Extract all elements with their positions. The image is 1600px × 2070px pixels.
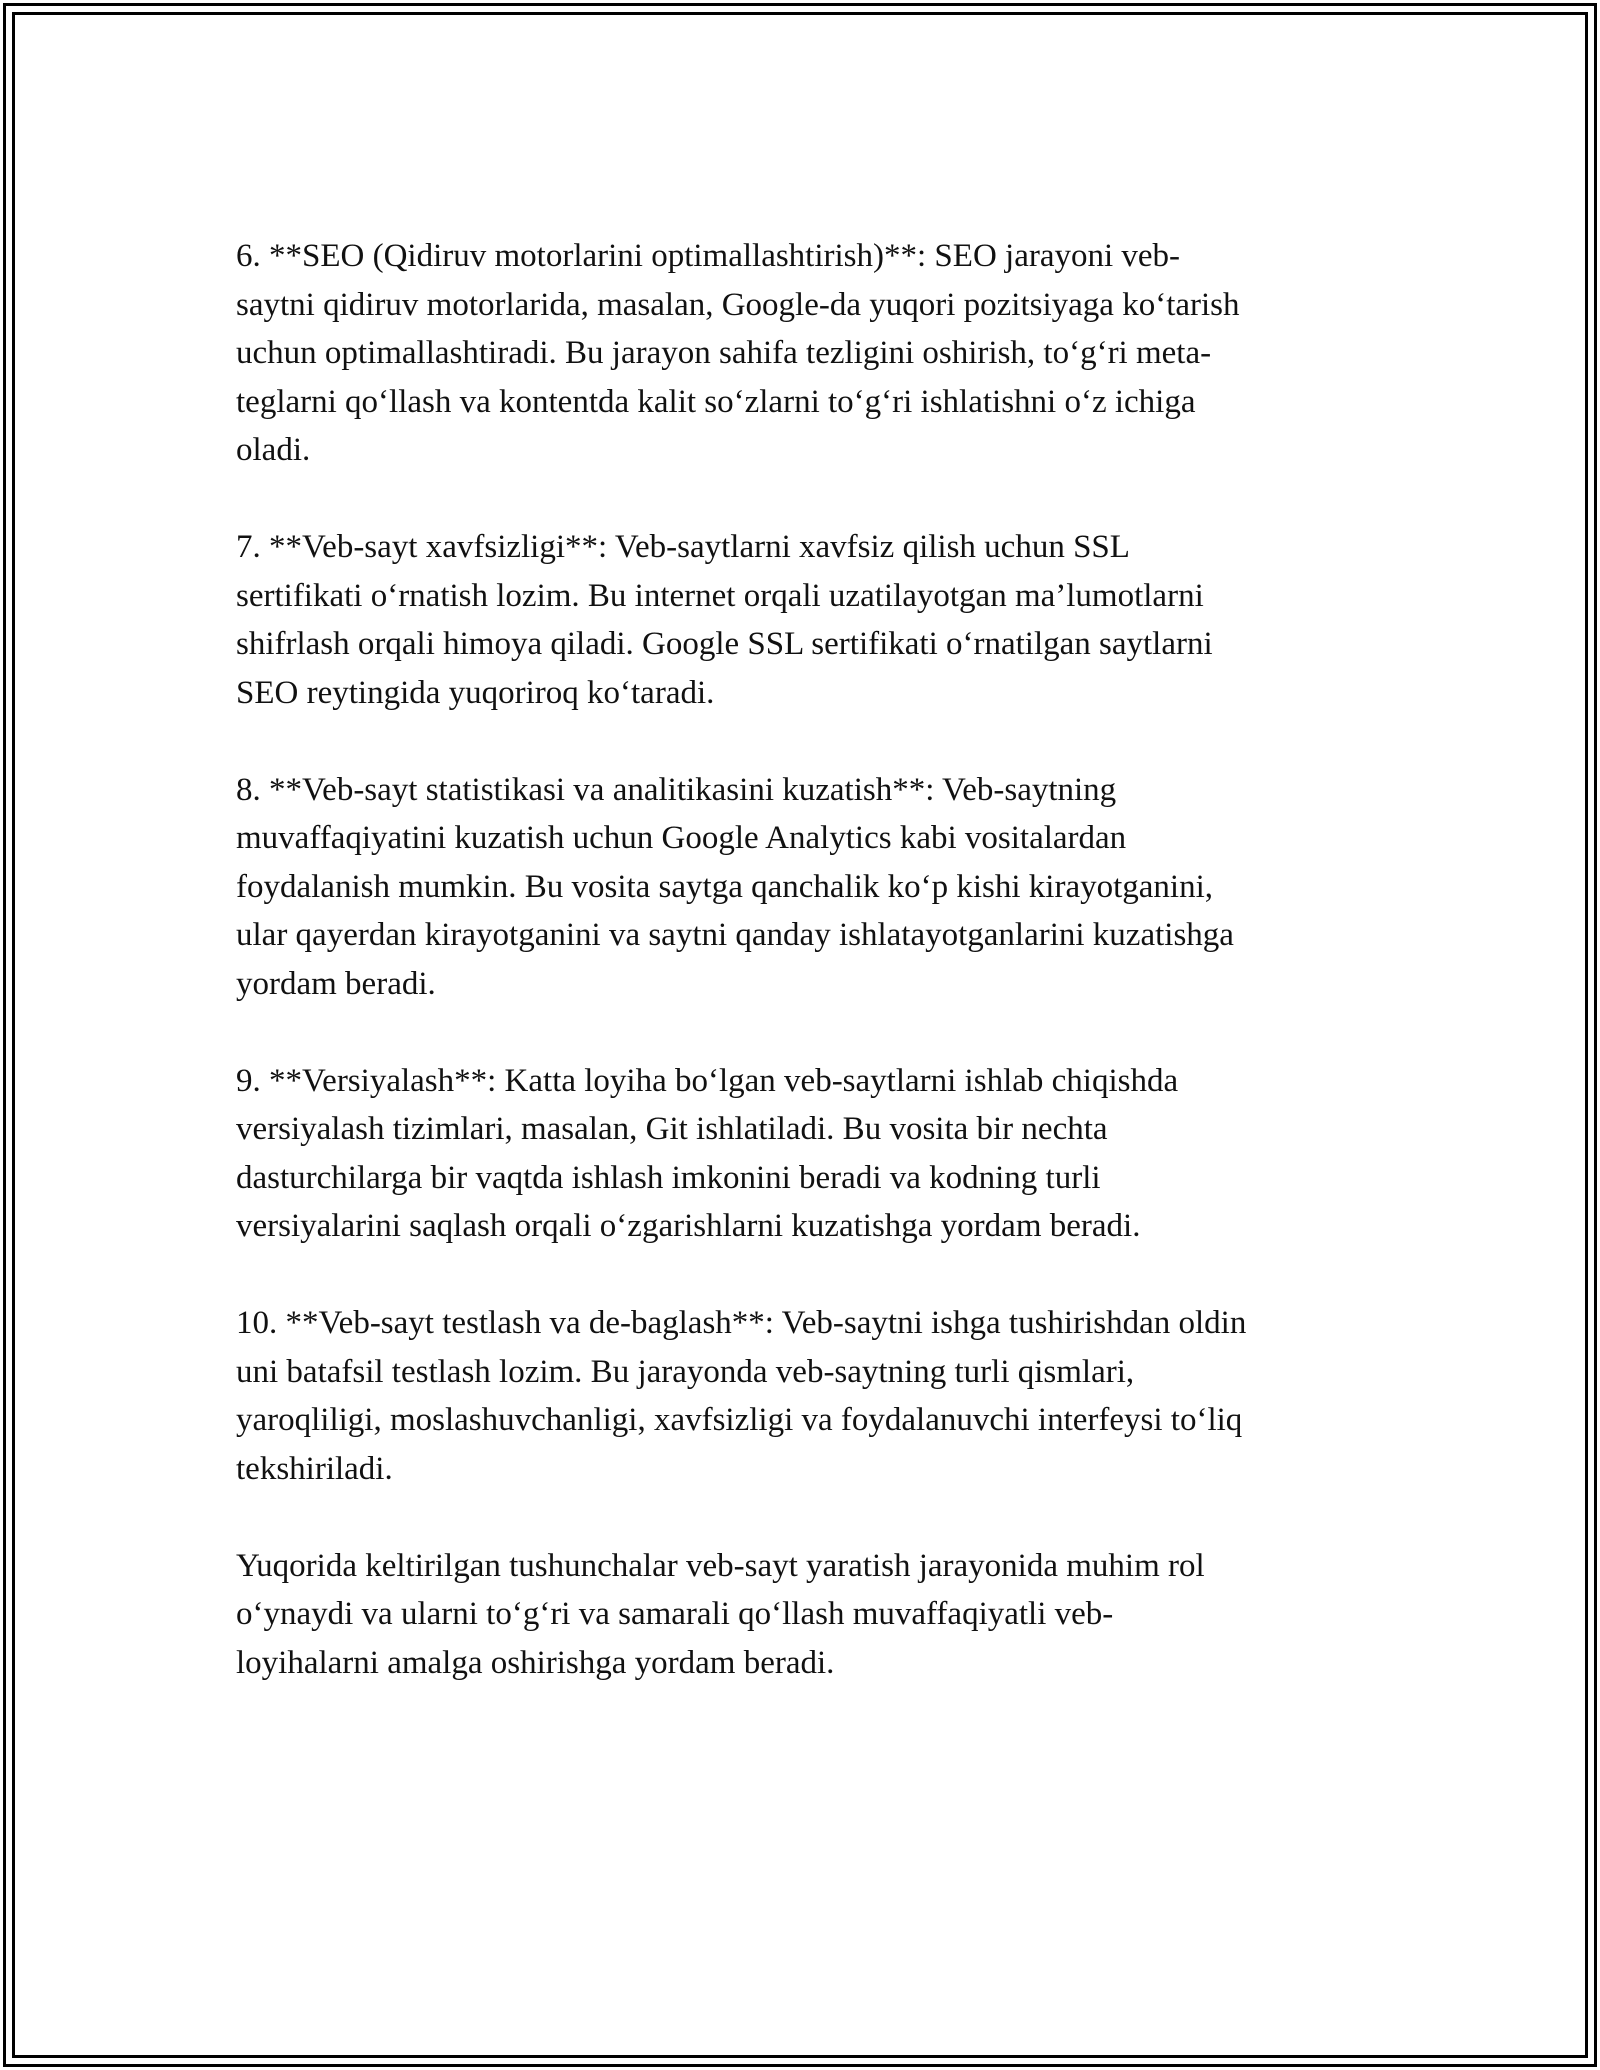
paragraph-analytics: 8. **Veb-sayt statistikasi va analitikasini kuzatish**: Veb-saytning muvaffaqiyatini kuzatish uchun Google Analytics kabi vositalardan foydalanish mumkin. Bu vosita saytga qanchalik ko‘p kishi kirayotganini, ular qayerdan kirayotganini va saytni qanday ishlatayotganlarini kuzatishga yordam beradi. bbox=[236, 771, 1234, 1002]
paragraph-seo: 6. **SEO (Qidiruv motorlarini optimallashtirish)**: SEO jarayoni veb- saytni qidiruv motorlarida, masalan, Google-da yuqori pozitsiyaga ko‘tarish uchun optimallashtiradi. Bu jarayon sahifa tezligini oshirish, to‘g‘ri meta- teglarni qo‘llash va kontentda kalit so‘zlarni to‘g‘ri ishlatishni o‘z ichiga oladi. bbox=[236, 238, 1240, 468]
document-body bbox=[236, 232, 1376, 1736]
paragraph-versioning: 9. **Versiyalash**: Katta loyiha bo‘lgan veb-saytlarni ishlab chiqishda versiyalash tizimlari, masalan, Git ishlatiladi. Bu vosita bir nechta dasturchilarga bir vaqtda ishlash imkonini beradi va kodning turli versiyalarini saqlash orqali o‘zgarishlarni kuzatishga yordam beradi. bbox=[236, 1062, 1179, 1244]
paragraph-conclusion: Yuqorida keltirilgan tushunchalar veb-sayt yaratish jarayonida muhim rol o‘ynaydi va ularni to‘g‘ri va samarali qo‘llash muvaffaqiyatli veb- loyihalarni amalga oshirishga yordam beradi. bbox=[236, 1547, 1205, 1681]
paragraph-website-security: 7. **Veb-sayt xavfsizligi**: Veb-saytlarni xavfsiz qilish uchun SSL sertifikati o‘rnatish lozim. Bu internet orqali uzatilayotgan ma’lumotlarni shifrlash orqali himoya qiladi. Google SSL sertifikati o‘rnatilgan saytlarni SEO reytingida yuqoriroq ko‘taradi. bbox=[236, 529, 1213, 711]
paragraph-testing-debugging: 10. **Veb-sayt testlash va de-baglash**: Veb-saytni ishga tushirishdan oldin uni batafsil testlash lozim. Bu jarayonda veb-saytning turli qismlari, yaroqliligi, moslashuvchanligi, xavfsizligi va foydalanuvchi interfeysi to‘liq tekshiriladi. bbox=[236, 1305, 1247, 1487]
